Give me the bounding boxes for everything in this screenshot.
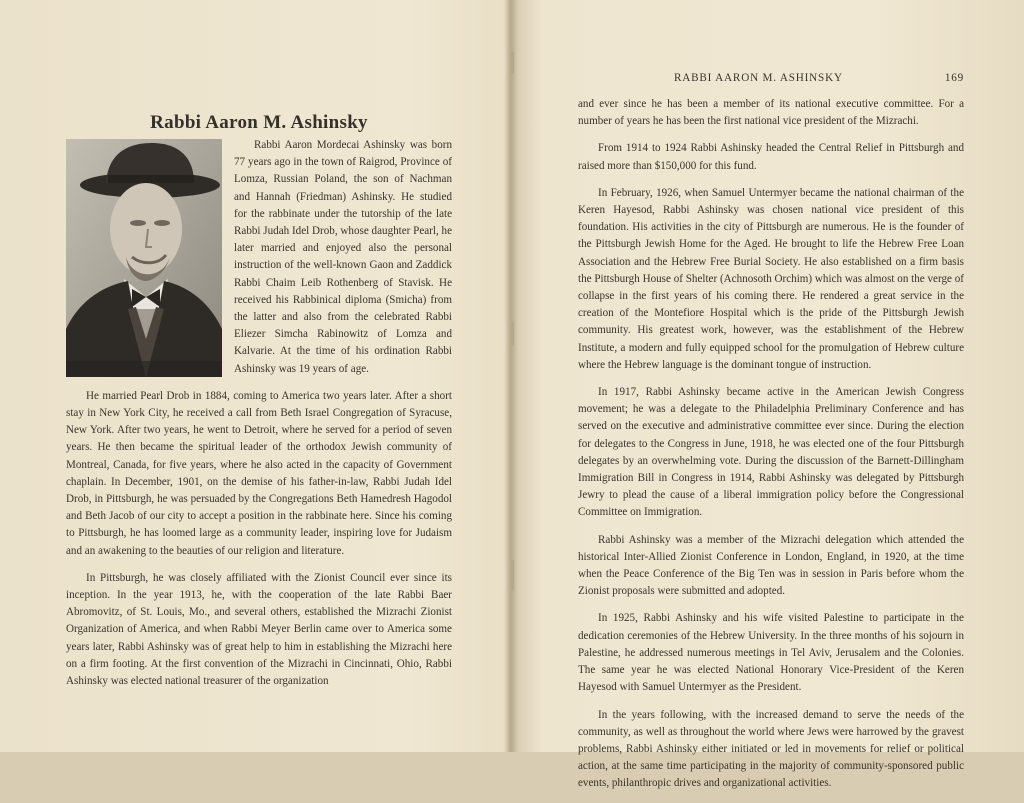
right-page	[578, 0, 964, 790]
left-page	[66, 0, 452, 752]
right-page-body	[578, 96, 964, 803]
running-head-title: RABBI AARON M. ASHINSKY	[674, 72, 843, 84]
right-paragraph-4: In 1917, Rabbi Ashinsky became active in the American Jewish Congress movement; he was a delegate to the Philadelphia Preliminary Conference and has served on the executive and administrative committee ever since. During the election for delegates to the Congress in June, 1918, he was elected one of the four Pittsburgh delegates by an overwhelming vote. During the discussion of the Barnett-Dillingham Immigration Bill in Congress in 1914, Rabbi Ashinsky was delegated by Pittsburgh Jewry to plead the cause of a liberal immigration policy before the Congressional Committee on Immigration.	[578, 386, 964, 519]
right-paragraph-1: and ever since he has been a member of its national executive committee. For a number of years he has been the first national vice president of the Mizrachi.	[578, 98, 964, 128]
page-title: Rabbi Aaron M. Ashinsky	[150, 112, 368, 133]
left-paragraph-3: In Pittsburgh, he was closely affiliated with the Zionist Council ever since its inception. In the year 1913, he, with the cooperation of the late Rabbi Baer Abromovitz, of St. Louis, Mo., and several others, established the Mizrachi Zionist Organization of America, and when Rabbi Meyer Berlin came over to America some years later, Rabbi Ashinsky was of great help to him in establishing the Mizrachi here on a firm footing. At the first convention of the Mizrachi in Cincinnati, Ohio, Rabbi Ashinsky was elected national treasurer of the organization	[66, 571, 452, 688]
right-paragraph-2: From 1914 to 1924 Rabbi Ashinsky headed the Central Relief in Pittsburgh and raised more than $150,000 for this fund.	[578, 142, 964, 172]
left-paragraph-1: Rabbi Aaron Mordecai Ashinsky was born 77 years ago in the town of Raigrod, Province of Lomza, Russian Poland, the son of Nachman and Hannah (Friedman) Ashinsky. He studied for the rabbinate under the tutorship of the late Rabbi Judah Idel Drob, whose daughter Pearl, he later married and enjoyed also the personal instruction of the well-known Gaon and Zaddick Rabbi Chaim Leib Rothenberg of Stavisk. He received his Rabbinical diploma (Smicha) from the latter and also from the celebrated Rabbi Eliezer Simcha Rabinowitz of Lomza and Kalvarie. At the time of his ordination Rabbi Ashinsky was 19 years of age.	[234, 139, 452, 375]
binding-stitch	[511, 560, 514, 590]
right-paragraph-3: In February, 1926, when Samuel Untermyer became the national chairman of the Keren Hayesod, Rabbi Ashinsky was chosen national vice president of this foundation. His activities in the city of Pittsburgh are numerous. He is the founder of the Pittsburgh Jewish Home for the Aged. He brought to life the Hebrew Free Loan Association and the Hebrew Free Burial Society. He also established on a firm basis the Pittsburgh House of Shelter (Achnosoth Orchim) which was almost on the verge of collapse in the first years of his coming there. He rendered a great service in the creation of the Montefiore Hospital which is the pride of the Pittsburgh Jewish community. His greatest work, however, was the establishment of the Hebrew Institute, a modern and fully equipped school for the promulgation of Hebrew culture where the Hebrew language is the dominant tongue of instruction.	[578, 186, 964, 371]
running-head	[578, 72, 964, 90]
right-paragraph-7: In the years following, with the increased demand to serve the needs of the community, as well as throughout the world where Jews were harrowed by the gravest problems, Rabbi Ashinsky either initiated or led in movements for relief or political action, at the same time participating in the majority of community-sponsored public events, philanthropic drives and organizational activities.	[578, 708, 964, 790]
right-paragraph-5: Rabbi Ashinsky was a member of the Mizrachi delegation which attended the historical Inter-Allied Zionist Conference in London, England, in 1920, at the time when the Peace Conference of the Big Ten was in session in Paris before whom the Zionist proposals were submitted and adopted.	[578, 533, 964, 598]
book-gutter	[505, 0, 519, 752]
binding-stitch	[511, 322, 514, 346]
right-paragraph-6: In 1925, Rabbi Ashinsky and his wife visited Palestine to participate in the dedication ceremonies of the Hebrew University. In the three months of his sojourn in Palestine, he addressed numerous meetings in Tel Aviv, Jerusalem and the Colonies. The same year he was elected National Honorary Vice-President of the Keren Hayesod with Samuel Untermyer as the President.	[578, 612, 964, 694]
left-page-body	[66, 137, 452, 700]
portrait-photo	[66, 139, 222, 377]
page-number: 169	[944, 72, 964, 84]
left-paragraph-2: He married Pearl Drob in 1884, coming to America two years later. After a short stay in New York City, he received a call from Beth Israel Congregation of Syracuse, New York. After two years, he went to Detroit, where he served for a period of seven years. He then became the spiritual leader of the orthodox Jewish community of Montreal, Canada, for five years, where he also acted in the capacity of Government chaplain. In December, 1901, on the demise of his father-in-law, Rabbi Judah Idel Drob, in Pittsburgh, he was persuaded by the Congregations Beth Hamedresh Hagodol and Beth Jacob of our city to accept a position in the rabbinate here. Since his coming to Pittsburgh, he has loomed large as a community leader, inspiring love for Judaism and an awakening to the beauties of our religion and literature.	[66, 389, 452, 557]
binding-stitch	[511, 52, 514, 74]
